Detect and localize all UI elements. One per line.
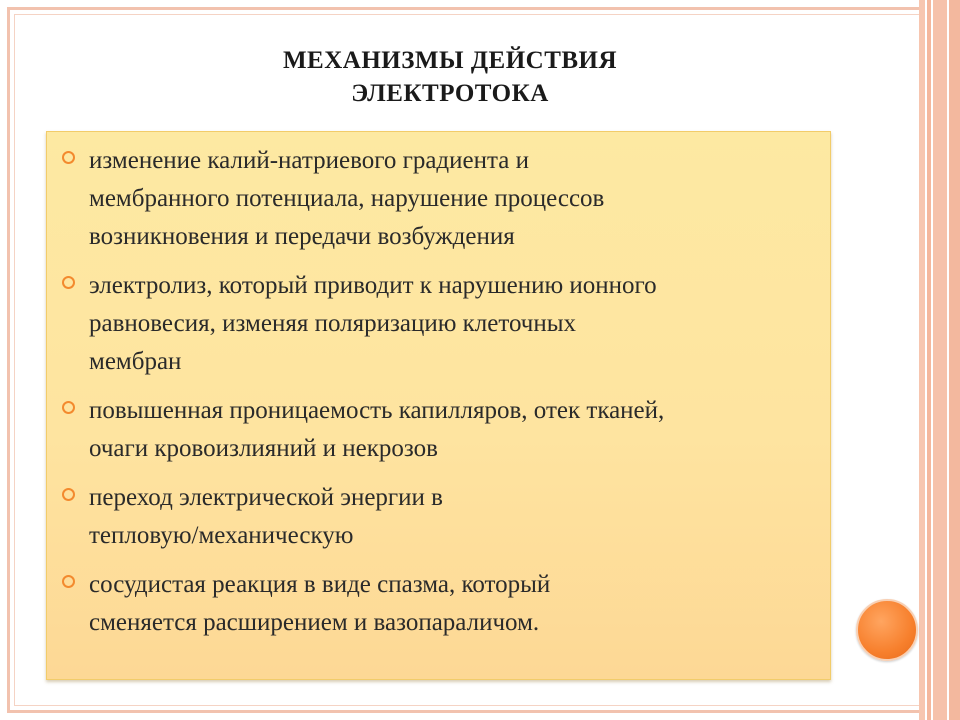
bullet-line: очаги кровоизлияний и некрозов	[89, 435, 438, 462]
ring-bullet-icon	[62, 401, 75, 414]
right-stripe	[933, 0, 947, 720]
bullet-line: электролиз, который приводит к нарушению ионного	[89, 272, 657, 299]
right-stripe	[927, 0, 931, 720]
ring-bullet-icon	[62, 276, 75, 289]
ring-bullet-icon	[62, 575, 75, 588]
bullet-item	[61, 566, 821, 642]
orange-circle-decoration	[856, 599, 918, 661]
bullet-line: возникновения и передачи возбуждения	[89, 223, 515, 250]
bullet-line: изменение калий-натриевого градиента и	[89, 147, 529, 174]
bullet-line: мембранного потенциала, нарушение процессов	[89, 185, 605, 212]
bullet-list	[61, 142, 821, 653]
bullet-line: повышенная проницаемость капилляров, отек тканей,	[89, 397, 665, 424]
bullet-line: равновесия, изменяя поляризацию клеточных	[89, 310, 577, 337]
bullet-line: сосудистая реакция в виде спазма, который	[89, 571, 551, 598]
ring-bullet-icon	[62, 488, 75, 501]
slide-title	[200, 44, 700, 110]
bullet-item	[61, 392, 821, 468]
bullet-line: тепловую/механическую	[89, 522, 354, 549]
bullet-line: переход электрической энергии в	[89, 484, 443, 511]
slide-title-line-2: ЭЛЕКТРОТОКА	[351, 80, 549, 107]
ring-bullet-icon	[62, 151, 75, 164]
content-box	[46, 131, 831, 680]
bullet-line: мембран	[89, 348, 182, 375]
slide-title-line-1: МЕХАНИЗМЫ ДЕЙСТВИЯ	[282, 47, 618, 74]
bullet-item	[61, 267, 821, 381]
bullet-item	[61, 142, 821, 256]
bullet-item	[61, 479, 821, 555]
right-stripe	[949, 0, 960, 720]
right-stripe	[919, 0, 925, 720]
bullet-line: сменяется расширением и вазопараличом.	[89, 609, 540, 636]
